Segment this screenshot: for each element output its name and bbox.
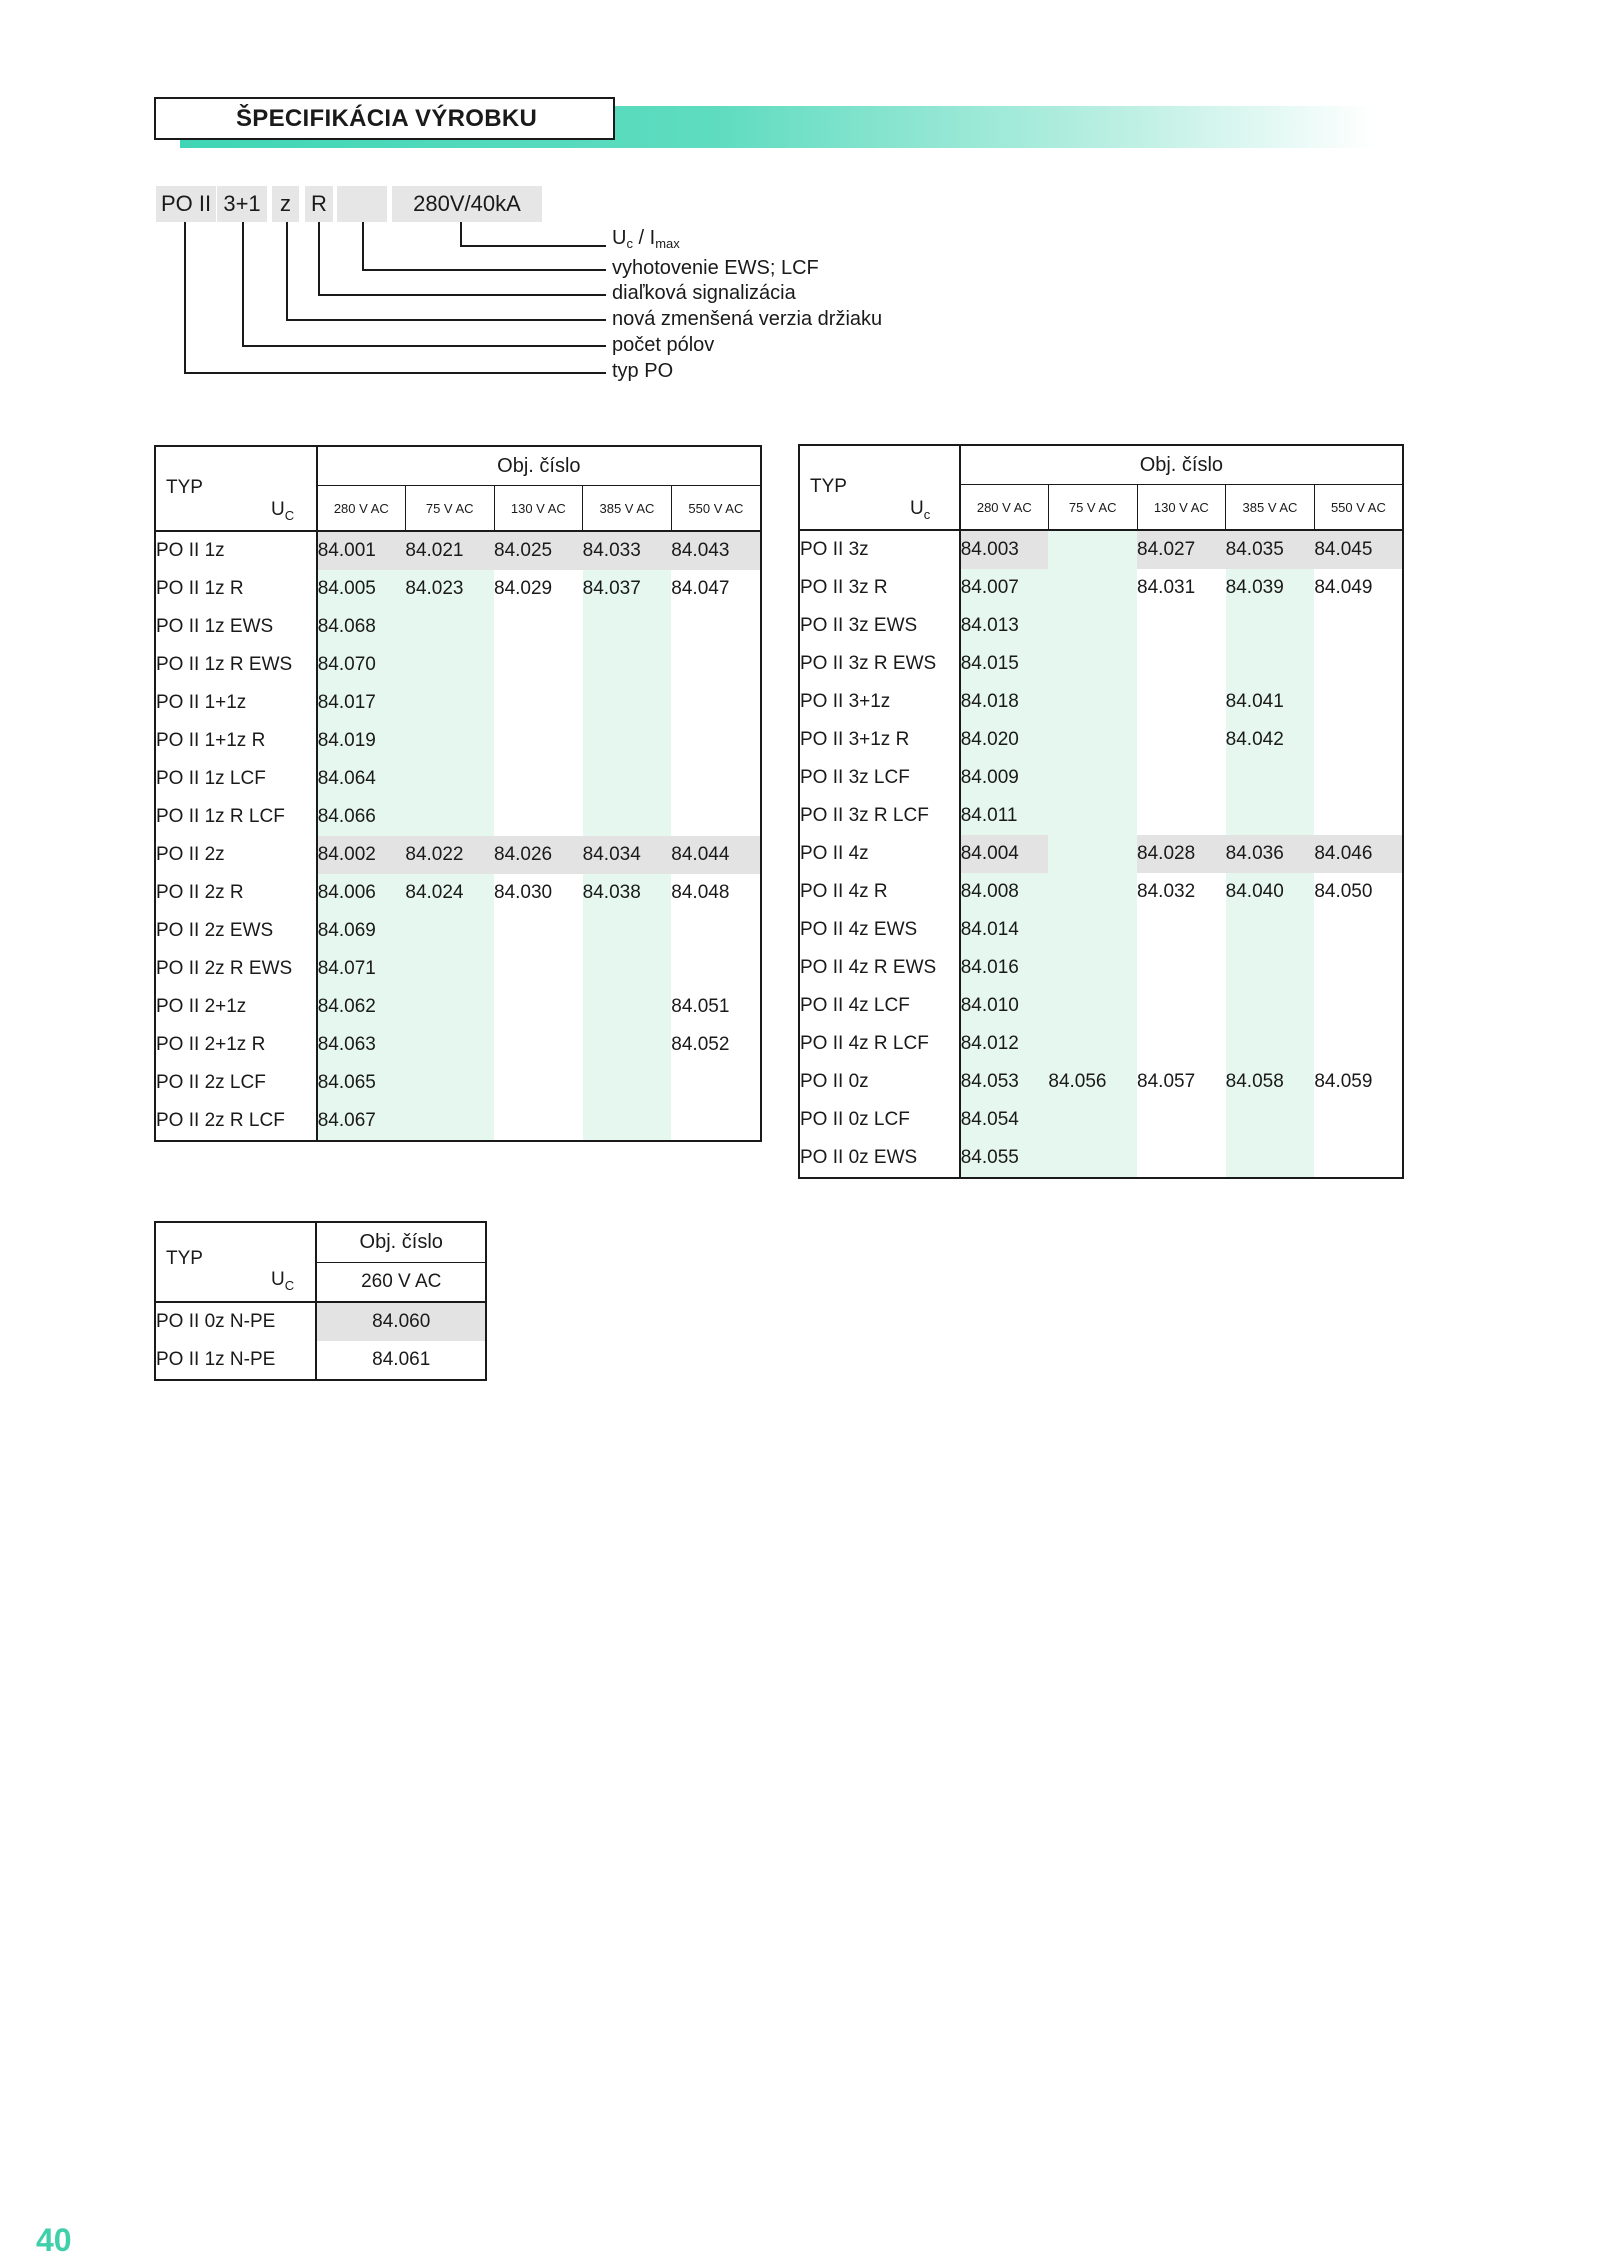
- order-number: 84.041: [1226, 683, 1315, 721]
- order-number: 84.039: [1226, 569, 1315, 607]
- row-type: PO II 3z: [799, 530, 960, 569]
- order-number: [671, 912, 761, 950]
- order-number: [1048, 721, 1137, 759]
- table-row: [799, 645, 1403, 683]
- order-number: [494, 684, 583, 722]
- order-number: [1226, 797, 1315, 835]
- header-voltage: 130 V AC: [1137, 485, 1226, 531]
- page-number: 40: [36, 2222, 72, 2258]
- table-row: [155, 570, 761, 608]
- order-number: [494, 798, 583, 836]
- order-number: [1314, 987, 1403, 1025]
- order-number: [1137, 987, 1226, 1025]
- order-number: 84.014: [960, 911, 1049, 949]
- row-type: PO II 1z N-PE: [155, 1341, 316, 1380]
- order-number: [1048, 759, 1137, 797]
- order-number: 84.042: [1226, 721, 1315, 759]
- order-number: [1048, 1139, 1137, 1178]
- order-number: [405, 684, 494, 722]
- row-type: PO II 2z EWS: [155, 912, 317, 950]
- order-number: [1048, 569, 1137, 607]
- header-voltage: 75 V AC: [405, 486, 494, 532]
- order-number: 84.064: [317, 760, 406, 798]
- order-number: 84.017: [317, 684, 406, 722]
- order-number: 84.018: [960, 683, 1049, 721]
- header-voltage: 280 V AC: [960, 485, 1049, 531]
- order-number: [1137, 1101, 1226, 1139]
- row-type: PO II 3z R LCF: [799, 797, 960, 835]
- order-number: [1226, 607, 1315, 645]
- table-row: [799, 683, 1403, 721]
- order-number: [494, 1026, 583, 1064]
- order-number: 84.023: [405, 570, 494, 608]
- order-number: 84.058: [1226, 1063, 1315, 1101]
- row-type: PO II 1+1z: [155, 684, 317, 722]
- order-number: [1137, 607, 1226, 645]
- order-number: 84.060: [316, 1302, 486, 1341]
- order-number: 84.003: [960, 530, 1049, 569]
- order-number: 84.049: [1314, 569, 1403, 607]
- order-number: [583, 1064, 672, 1102]
- order-number: 84.009: [960, 759, 1049, 797]
- row-type: PO II 0z: [799, 1063, 960, 1101]
- order-number: [494, 722, 583, 760]
- order-number: [405, 1064, 494, 1102]
- table-row: [799, 835, 1403, 873]
- table-row: [799, 911, 1403, 949]
- order-number: [671, 684, 761, 722]
- order-number: [405, 760, 494, 798]
- order-number: [671, 760, 761, 798]
- order-number: [671, 1064, 761, 1102]
- table-row: [799, 987, 1403, 1025]
- order-number: 84.040: [1226, 873, 1315, 911]
- order-number: 84.013: [960, 607, 1049, 645]
- spec-table-1: [154, 445, 762, 1142]
- code-part-variant: [337, 186, 387, 222]
- order-number: 84.037: [583, 570, 672, 608]
- order-number: 84.019: [317, 722, 406, 760]
- order-number: 84.046: [1314, 835, 1403, 873]
- order-number: [494, 1064, 583, 1102]
- order-number: [583, 988, 672, 1026]
- row-type: PO II 4z R LCF: [799, 1025, 960, 1063]
- order-number: [583, 912, 672, 950]
- table-row: [155, 988, 761, 1026]
- row-type: PO II 0z LCF: [799, 1101, 960, 1139]
- order-number: [405, 950, 494, 988]
- header-voltage: 550 V AC: [671, 486, 761, 532]
- row-type: PO II 1z EWS: [155, 608, 317, 646]
- order-number: 84.038: [583, 874, 672, 912]
- order-number: [583, 608, 672, 646]
- table-row: [155, 1102, 761, 1141]
- order-number: [405, 912, 494, 950]
- table-row: [155, 608, 761, 646]
- order-number: [583, 646, 672, 684]
- table-row: [155, 722, 761, 760]
- table-row: [155, 1064, 761, 1102]
- table-row: [155, 912, 761, 950]
- order-number: 84.027: [1137, 530, 1226, 569]
- section-title: ŠPECIFIKÁCIA VÝROBKU: [154, 97, 615, 140]
- order-number: [405, 1026, 494, 1064]
- order-number: [1048, 797, 1137, 835]
- order-number: 84.043: [671, 531, 761, 570]
- order-number: 84.055: [960, 1139, 1049, 1178]
- order-number: 84.034: [583, 836, 672, 874]
- row-type: PO II 2z R EWS: [155, 950, 317, 988]
- order-number: 84.035: [1226, 530, 1315, 569]
- legend-variant: vyhotovenie EWS; LCF: [612, 257, 819, 279]
- table-row: [799, 569, 1403, 607]
- order-number: 84.067: [317, 1102, 406, 1141]
- table-row: [799, 1025, 1403, 1063]
- order-number: [671, 722, 761, 760]
- order-number: [1048, 645, 1137, 683]
- table-row: [155, 1026, 761, 1064]
- legend-holder: nová zmenšená verzia držiaku: [612, 308, 883, 330]
- legend-signal: diaľková signalizácia: [612, 282, 796, 304]
- order-number: [1226, 987, 1315, 1025]
- table-row: [799, 873, 1403, 911]
- order-number: [583, 760, 672, 798]
- order-number: 84.048: [671, 874, 761, 912]
- order-number: [583, 1026, 672, 1064]
- order-number: [405, 1102, 494, 1141]
- legend-uc-imax: $U_c / I_{max}$: [612, 227, 680, 251]
- order-number: [1048, 607, 1137, 645]
- order-number: [405, 646, 494, 684]
- order-number: [1048, 530, 1137, 569]
- order-number: 84.012: [960, 1025, 1049, 1063]
- order-number: 84.028: [1137, 835, 1226, 873]
- table-row: [155, 646, 761, 684]
- order-number: [405, 608, 494, 646]
- table-row: [799, 797, 1403, 835]
- table-row: [799, 530, 1403, 569]
- order-number: [494, 1102, 583, 1141]
- order-number: [1048, 911, 1137, 949]
- order-number: [1314, 645, 1403, 683]
- order-number: 84.061: [372, 1349, 431, 1370]
- code-part-rating: 280V/40kA: [392, 186, 542, 222]
- row-type: PO II 2z LCF: [155, 1064, 317, 1102]
- order-number: 84.022: [405, 836, 494, 874]
- order-number: [494, 950, 583, 988]
- row-type: PO II 2z: [155, 836, 317, 874]
- order-number: 84.032: [1137, 873, 1226, 911]
- order-number: [1048, 873, 1137, 911]
- order-number: [1048, 949, 1137, 987]
- header-obj-cislo: Obj. číslo: [316, 1222, 486, 1262]
- order-number: 84.020: [960, 721, 1049, 759]
- order-number: [1314, 797, 1403, 835]
- order-number: 84.047: [671, 570, 761, 608]
- order-number: [1314, 607, 1403, 645]
- legend-poles: počet pólov: [612, 334, 715, 356]
- row-type: PO II 2+1z R: [155, 1026, 317, 1064]
- spec-table-3: [154, 1221, 487, 1381]
- order-number: [1137, 721, 1226, 759]
- row-type: PO II 2z R: [155, 874, 317, 912]
- order-number: [1314, 949, 1403, 987]
- order-number: [671, 1102, 761, 1141]
- row-type: PO II 4z: [799, 835, 960, 873]
- order-number: [1226, 645, 1315, 683]
- order-number: [583, 684, 672, 722]
- table-row: [799, 721, 1403, 759]
- order-number: [1226, 1139, 1315, 1178]
- order-number: 84.059: [1314, 1063, 1403, 1101]
- table-row: [799, 607, 1403, 645]
- row-type: PO II 3z R EWS: [799, 645, 960, 683]
- order-number: [1314, 683, 1403, 721]
- order-number: [1137, 797, 1226, 835]
- order-number: 84.001: [317, 531, 406, 570]
- order-number: [583, 798, 672, 836]
- order-number: 84.052: [671, 1026, 761, 1064]
- order-number: [405, 798, 494, 836]
- row-type: PO II 4z EWS: [799, 911, 960, 949]
- order-number: 84.006: [317, 874, 406, 912]
- order-number: [1314, 1025, 1403, 1063]
- order-number: 84.071: [317, 950, 406, 988]
- order-number: 84.044: [671, 836, 761, 874]
- order-number: 84.066: [317, 798, 406, 836]
- row-type: PO II 1z R: [155, 570, 317, 608]
- row-type: PO II 1z R LCF: [155, 798, 317, 836]
- order-number: 84.057: [1137, 1063, 1226, 1101]
- order-number: 84.051: [671, 988, 761, 1026]
- order-number: [1048, 683, 1137, 721]
- order-number: [583, 722, 672, 760]
- order-number: [671, 950, 761, 988]
- order-number: 84.008: [960, 873, 1049, 911]
- row-type: PO II 0z EWS: [799, 1139, 960, 1178]
- order-number: [494, 760, 583, 798]
- table-row: [799, 949, 1403, 987]
- order-number: 84.024: [405, 874, 494, 912]
- order-number: 84.030: [494, 874, 583, 912]
- table-row: [155, 684, 761, 722]
- order-number: [1137, 1139, 1226, 1178]
- order-number: [1226, 911, 1315, 949]
- order-number: [1314, 1139, 1403, 1178]
- order-number: [1314, 1101, 1403, 1139]
- table-row: [155, 531, 761, 570]
- order-number: 84.011: [960, 797, 1049, 835]
- row-type: PO II 3+1z R: [799, 721, 960, 759]
- order-number: [1314, 721, 1403, 759]
- order-number: [1314, 911, 1403, 949]
- order-number: [1226, 949, 1315, 987]
- legend-type: typ PO: [612, 360, 674, 382]
- header-typ: TYP $U_C$: [155, 1222, 316, 1302]
- header-obj-cislo: Obj. číslo: [317, 446, 761, 486]
- table-row: [799, 1101, 1403, 1139]
- order-number: [1226, 1101, 1315, 1139]
- spec-table-2: [798, 444, 1404, 1179]
- header-voltage: 130 V AC: [494, 486, 583, 532]
- table-row: [799, 1139, 1403, 1178]
- order-number: [405, 988, 494, 1026]
- order-number: [1137, 911, 1226, 949]
- order-number: 84.004: [960, 835, 1049, 873]
- order-number: 84.026: [494, 836, 583, 874]
- header-voltage: 385 V AC: [1226, 485, 1315, 531]
- order-number: 84.015: [960, 645, 1049, 683]
- row-type: PO II 1+1z R: [155, 722, 317, 760]
- row-type: PO II 1z LCF: [155, 760, 317, 798]
- table-row: [155, 836, 761, 874]
- order-number: 84.036: [1226, 835, 1315, 873]
- order-number: 84.050: [1314, 873, 1403, 911]
- order-number: 84.068: [317, 608, 406, 646]
- table-row: [155, 950, 761, 988]
- order-number: [1226, 759, 1315, 797]
- order-number: [583, 1102, 672, 1141]
- row-type: PO II 2+1z: [155, 988, 317, 1026]
- header-voltage: 550 V AC: [1314, 485, 1403, 531]
- order-number: [671, 798, 761, 836]
- header-typ: TYP $U_c$: [799, 445, 960, 530]
- order-number: [671, 646, 761, 684]
- row-type: PO II 4z R EWS: [799, 949, 960, 987]
- table-row: [155, 874, 761, 912]
- header-voltage: 75 V AC: [1048, 485, 1137, 531]
- order-number: [1137, 759, 1226, 797]
- order-number: 84.070: [317, 646, 406, 684]
- order-number: 84.063: [317, 1026, 406, 1064]
- row-type: PO II 3z EWS: [799, 607, 960, 645]
- order-number: 84.002: [317, 836, 406, 874]
- header-typ: TYP $U_C$: [155, 446, 317, 531]
- header-voltage: 280 V AC: [317, 486, 406, 532]
- order-number: 84.054: [960, 1101, 1049, 1139]
- order-number: 84.021: [405, 531, 494, 570]
- order-number: 84.025: [494, 531, 583, 570]
- order-number: [1226, 1025, 1315, 1063]
- order-number: [1048, 1101, 1137, 1139]
- order-number: 84.069: [317, 912, 406, 950]
- order-number: 84.056: [1048, 1063, 1137, 1101]
- order-number: [494, 912, 583, 950]
- row-type: PO II 3+1z: [799, 683, 960, 721]
- order-number: [671, 608, 761, 646]
- order-number: [405, 722, 494, 760]
- header-voltage: 385 V AC: [583, 486, 672, 532]
- order-number: [1048, 835, 1137, 873]
- order-number: 84.005: [317, 570, 406, 608]
- header-voltage: 260 V AC: [316, 1262, 486, 1302]
- row-type: PO II 2z R LCF: [155, 1102, 317, 1141]
- code-part-z: z: [272, 186, 299, 222]
- code-part-r: R: [305, 186, 333, 222]
- row-type: PO II 0z N-PE: [155, 1302, 316, 1341]
- row-type: PO II 1z R EWS: [155, 646, 317, 684]
- order-number: 84.033: [583, 531, 672, 570]
- order-number: 84.016: [960, 949, 1049, 987]
- order-number: [583, 950, 672, 988]
- order-number: [1314, 759, 1403, 797]
- order-number: 84.031: [1137, 569, 1226, 607]
- row-type: PO II 4z LCF: [799, 987, 960, 1025]
- order-number: [1137, 1025, 1226, 1063]
- table-row: [155, 760, 761, 798]
- order-number: 84.053: [960, 1063, 1049, 1101]
- table-row: [799, 759, 1403, 797]
- order-number: 84.029: [494, 570, 583, 608]
- order-number: [494, 646, 583, 684]
- table-row: [155, 798, 761, 836]
- order-number: 84.045: [1314, 530, 1403, 569]
- order-number: [1137, 645, 1226, 683]
- row-type: PO II 4z R: [799, 873, 960, 911]
- order-number: [494, 608, 583, 646]
- code-part-po: PO II: [156, 186, 216, 222]
- row-type: PO II 3z LCF: [799, 759, 960, 797]
- order-number: 84.010: [960, 987, 1049, 1025]
- order-number: 84.065: [317, 1064, 406, 1102]
- table-row: [799, 1063, 1403, 1101]
- order-number: 84.062: [317, 988, 406, 1026]
- order-number: [1048, 987, 1137, 1025]
- order-number: [494, 988, 583, 1026]
- order-number: 84.007: [960, 569, 1049, 607]
- row-type: PO II 1z: [155, 531, 317, 570]
- row-type: PO II 3z R: [799, 569, 960, 607]
- order-number: [1137, 683, 1226, 721]
- order-number: [1137, 949, 1226, 987]
- header-obj-cislo: Obj. číslo: [960, 445, 1403, 485]
- code-part-poles: 3+1: [217, 186, 267, 222]
- order-number: [1048, 1025, 1137, 1063]
